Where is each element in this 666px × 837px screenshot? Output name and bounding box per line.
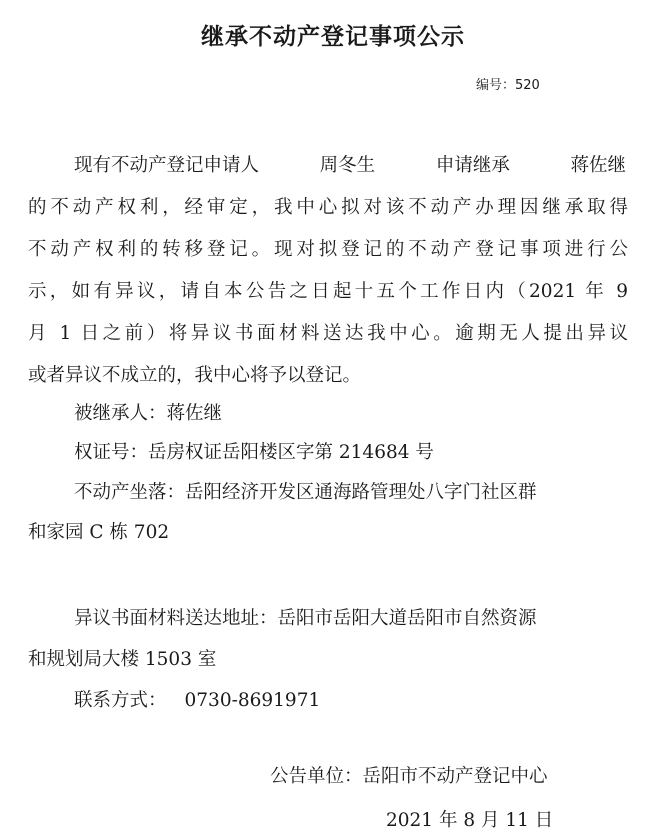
applicant-name: 周冬生 (319, 155, 376, 176)
inheritee-line: 被继承人：蒋佐继 (74, 403, 223, 424)
decedent-name: 蒋佐继 (570, 155, 626, 176)
contact-phone: 0730-8691971 (184, 690, 321, 711)
body-line-1 (74, 155, 626, 177)
objection-address-line-2: 和规划局大楼 1503 室 (28, 649, 217, 670)
body-line-2: 的不动产权利，经审定，我中心拟对该不动产办理因继承取得 (28, 197, 628, 218)
contact-label: 联系方式： (74, 690, 167, 711)
serial-number (476, 74, 540, 93)
issuer-line: 公告单位：岳阳市不动产登记中心 (270, 766, 548, 787)
body-line-1-request: 申请继承 (435, 155, 510, 176)
notice-title: 继承不动产登记事项公示 (201, 24, 465, 50)
objection-address-line-1: 异议书面材料送达地址：岳阳市岳阳大道岳阳市自然资源 (74, 608, 537, 629)
body-line-4: 示，如有异议，请自本公告之日起十五个工作日内（2021 年 9 (28, 281, 628, 302)
body-line-5: 月 1 日之前）将异议书面材料送达我中心。逾期无人提出异议 (28, 323, 628, 344)
location-line-1: 不动产坐落：岳阳经济开发区通海路管理处八字门社区群 (74, 482, 537, 503)
date-line: 2021 年 8 月 11 日 (386, 810, 554, 831)
body-line-1-intro: 现有不动产登记申请人 (74, 155, 260, 176)
contact-line (74, 690, 320, 712)
certificate-line: 权证号：岳房权证岳阳楼区字第 214684 号 (74, 442, 434, 463)
body-line-6: 或者异议不成立的，我中心将予以登记。 (28, 365, 362, 386)
serial-value: 520 (515, 78, 540, 93)
location-line-2: 和家园 C 栋 702 (28, 522, 170, 543)
body-line-3: 不动产权利的转移登记。现对拟登记的不动产登记事项进行公 (28, 239, 628, 260)
serial-label: 编号： (476, 78, 516, 93)
